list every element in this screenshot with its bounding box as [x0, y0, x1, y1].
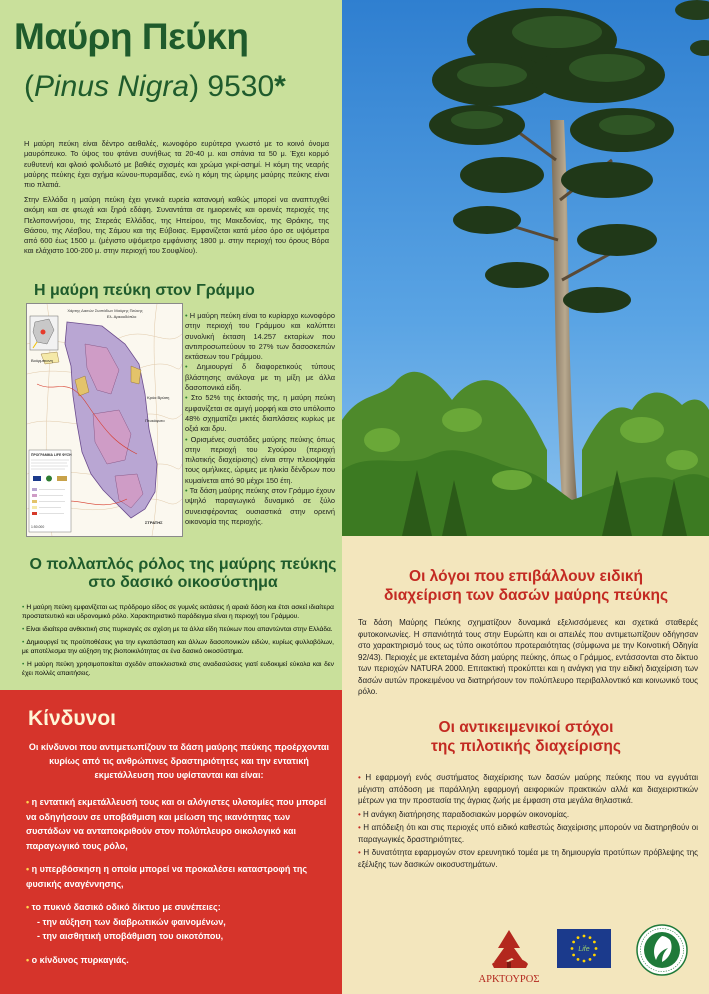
- intro-paragraph-2: Στην Ελλάδα η μαύρη πεύκη έχει γενικά ευρεία κατανομή καθώς μπορεί να αναπτυχθεί ακόμη και σε φτωχά και ξηρά εδάφη. Συναντάται σε ημιορεινές και ορεινές περιοχές της Πελοποννήσου, της Στερεάς Ελλάδας, της Ηπείρου, της Μακεδονίας, της Θράκης, της Θάσου, της Λέσβου, της Σάμου και της Εύβοιας. Εμφανίζεται κατά μέσο όρο σε υψόμετρα από 600 έως 1500 μ. (μέγιστο υψόμετρο εμφάνισης 1800 μ. στην περιοχή του όρους Βόρα και ελάχιστο 100-200 μ. στην περιοχή του Σουφλίου).: [24, 195, 329, 256]
- page-subtitle: [24, 70, 344, 104]
- eu-life-logo: [557, 929, 611, 968]
- arktouros-text: ΑΡΚΤΟΥΡΟΣ: [478, 974, 540, 985]
- map-place-3: Κρύα Βρύση: [147, 395, 170, 400]
- reasons-heading: Οι λόγοι που επιβάλλουν ειδική διαχείριση των δασών μαύρης πεύκης: [383, 568, 669, 604]
- page-title: Μαύρη Πεύκη: [14, 16, 249, 57]
- map-place-4: Πευκόφυτο: [145, 418, 165, 423]
- grammos-bullet-list: [185, 311, 335, 527]
- map-legend-title: ΠΡΟΓΡΑΜΜΑ LIFE ΦΥΣΗ: [31, 453, 72, 457]
- eu-stars-icon: [557, 929, 611, 968]
- map-title: Χάρτης Δασών Συστάδων Μαύρης Πεύκης: [67, 308, 143, 313]
- list-item: • Τα δάση μαύρης πεύκης στον Γράμμο έχουν υψηλό παραγωγικό δυναμικό σε ξύλο συνεισφέροντας ουσιαστικά στην ορεινή οικονομία της περιοχής.: [185, 486, 335, 526]
- role-bullet-list: [22, 603, 334, 682]
- dangers-heading: Κίνδυνοι: [28, 707, 116, 730]
- arktouros-emblem-icon: [474, 928, 544, 986]
- sub-item: - την αύξηση των διαβρωτικών φαινομένων,: [37, 916, 226, 927]
- map-place-2: Βούρμπιανη: [31, 358, 53, 363]
- sub-item: - την αισθητική υποβάθμιση του οικοτόπου,: [37, 931, 224, 941]
- dangers-list: [26, 795, 332, 976]
- list-item: • Δημιουργεί δ διαφορετικούς τύπους βλάστησης ανάλογα με τη μίξη με άλλα δασοπονικά είδη.: [185, 362, 335, 393]
- scientific-name: Pinus Nigra: [34, 70, 190, 103]
- dangers-intro: Οι κίνδυνοι που αντιμετωπίζουν τα δάση μαύρης πεύκης προέρχονται κυρίως από τις ανθρώπινες δραστηριότητες και την εντατική εκμετάλλευση που υφίστανται και είναι:: [28, 742, 330, 780]
- list-item: • Η ανάγκη διατήρησης παραδοσιακών μορφών οικονομίας.: [358, 809, 570, 819]
- role-heading: Ο πολλαπλός ρόλος της μαύρης πεύκης στο δασικό οικοσύστημα: [29, 556, 337, 591]
- grammos-heading: Η μαύρη πεύκη στον Γράμμο: [34, 282, 255, 299]
- map-place-1: Ελ. Αρκουδόπλο: [107, 314, 137, 319]
- list-item: • ο κίνδυνος πυρκαγιάς.: [26, 954, 129, 965]
- list-item: • Η μαύρη πεύκη χρησιμοποιείται σχεδόν αποκλειστικά στις αναδασώσεις γιατί ευδοκιμεί εύκολα και δεν έχει πολλές απαιτήσεις.: [22, 661, 334, 677]
- list-item: • Η εφαρμογή ενός συστήματος διαχείρισης των δασών μαύρης πεύκης που να εγγυάται μέγιστη απόδοση με παράλληλη εφαρμογή αειφορικών πρακτικών αλλά και διαχειριστικών μέτρων για την προστασία της άγριας ζωής με έμφαση στα μεγάλα θηλαστικά.: [358, 773, 698, 805]
- list-item: • Η μαύρη πεύκη είναι το κυρίαρχο κωνοφόρο στην περιοχή του Γράμμου και καλύπτει συνολική έκταση 14.257 εκταρίων που αντιπροσωπεύουν το 27% των δασοσκεπών εκτάσεων του Γράμμου.: [185, 311, 335, 362]
- arktouros-logo: [474, 928, 544, 986]
- grammos-map: [26, 303, 183, 537]
- map-place-5: ΣΤΡΑΤΗΣ: [145, 520, 163, 525]
- list-item: • Δημιουργεί τις προϋποθέσεις για την εγκατάσταση και άλλων δασοπονικών ειδών, κυρίως φυλλοβόλων, με αποτέλεσμα την αύξηση της βιοποικιλότητας σε ένα δασικό οικοσύστημα.: [22, 639, 334, 655]
- map-graphic: [27, 304, 182, 536]
- ministry-logo: [636, 924, 688, 976]
- map-scale: 1:50.000: [31, 525, 45, 529]
- goals-list: [358, 772, 698, 872]
- list-item: • Είναι ιδιαίτερα ανθεκτική στις πυρκαγιές σε σχέση με τα άλλα είδη πεύκων που απαντώνται στην Ελλάδα.: [22, 626, 333, 633]
- reasons-paragraph: Τα δάση Μαύρης Πεύκης σχηματίζουν δυναμικά εξελισσόμενες και σχετικά σταθερές φυτοκοινωνίες. Η σπανιότητά τους στην Ευρώπη και οι απειλές που αντιμετωπίζουν οδήγησαν στο χαρακτηρισμό τους ως τύπο οικοτόπου προτεραιότητας (σύμφωνα με την Κοινοτική Οδηγία 92/43). Περιοχές με εκτεταμένα δάση μαύρης πεύκης, όπως ο Γράμμος, εντάσσονται στο δίκτυο των περιοχών NATURA 2000. Επιτακτική προκύπτει και η ανάγκη για την ειδική διαχείριση των δασών αυτών προκειμένου να διατηρήσουν τον πολύπλευρο περιβαλλοντικό και κοινωνικό τους ρόλο.: [358, 618, 698, 696]
- list-item: • Στο 52% της έκτασής της, η μαύρη πεύκη εμφανίζεται σε αμιγή μορφή και στο υπόλοιπο 48% σχηματίζει μικτές διαπλάσεις κυρίως με οξιά και δρυ.: [185, 393, 335, 434]
- ministry-seal-icon: [636, 924, 688, 976]
- life-text: Life: [578, 946, 590, 953]
- list-item: • η υπερβόσκηση η οποία μπορεί να προκαλέσει καταστροφή της φυσικής αναγέννησης,: [26, 864, 308, 889]
- subtitle-code: ) 9530: [189, 70, 275, 103]
- priority-star: *: [274, 70, 286, 103]
- list-item: • Ορισμένες συστάδες μαύρης πεύκης όπως στην περιοχή του Σγούρου (περιοχή πιλοτικής διαχείρισης) είναι στην πλειοψηφία τους ομήλικες, ώριμες με ηλικία δένδρων που κυμαίνεται από 90 μέχρι 150 έτη.: [185, 434, 336, 485]
- subtitle-open: (: [24, 70, 34, 103]
- list-item: • Η μαύρη πεύκη εμφανίζεται ως πρόδρομο είδος σε γυμνές εκτάσεις ή αραιά δάση και έτσι ασκεί ιδιαίτερα προστατευτικό και υδρονομικό ρόλο. Χαρακτηριστικό παράδειγμα είναι η περιοχή του Γράμμου.: [22, 604, 334, 620]
- goals-heading: Οι αντικειμενικοί στόχοι της πιλοτικής διαχείρισης: [431, 719, 621, 755]
- list-item: • Η δυνατότητα εφαρμογών στον ερευνητικό τομέα με τη δημιουργία προτύπων πρόβλεψης της εξέλιξης των δασικών οικοσυστημάτων.: [358, 848, 698, 869]
- list-item: • η εντατική εκμετάλλευσή τους και οι αλόγιστες υλοτομίες που μπορεί να οδηγήσουν σε υποβάθμιση και μείωση της ικανότητας των συστάδων να ανταποκριθούν στον πολύπλευρο οικολογικό και παραγωγικό τους ρόλο,: [26, 797, 327, 851]
- black-pine-photo: [342, 0, 709, 536]
- intro-paragraph-1: Η μαύρη πεύκη είναι δέντρο αειθαλές, κωνοφόρο ευρύτερα γνωστό με το κοινό όνομα μαυρόπευκο. Το ύψος του φτάνει συνήθως τα 20-40 μ. και σπάνια τα 50 μ. Έχει κορμό ευθυτενή και φλοιό φολιδωτό με βαθιές σχισμές και χρώμα γκρί-ασημί. Η κόμη της νεαρής μαύρης πεύκης έχει σχήμα κώνου-πυραμίδας, ενώ η κόμη της ώριμης μαύρης πεύκης είναι πιο πλατιά.: [24, 139, 329, 190]
- tree-illustration: [342, 0, 709, 536]
- list-item: • Η απόδειξη ότι και στις περιοχές υπό ειδικό καθεστώς διαχείρισης μπορούν να διατηρηθούν οι παραγωγικές δραστηριότητες.: [358, 823, 698, 844]
- list-item: • το πυκνό δασικό οδικό δίκτυο με συνέπειες: - την αύξηση των διαβρωτικών φαινομένων, - την αισθητική υποβάθμιση του οικοτόπου,: [26, 900, 332, 944]
